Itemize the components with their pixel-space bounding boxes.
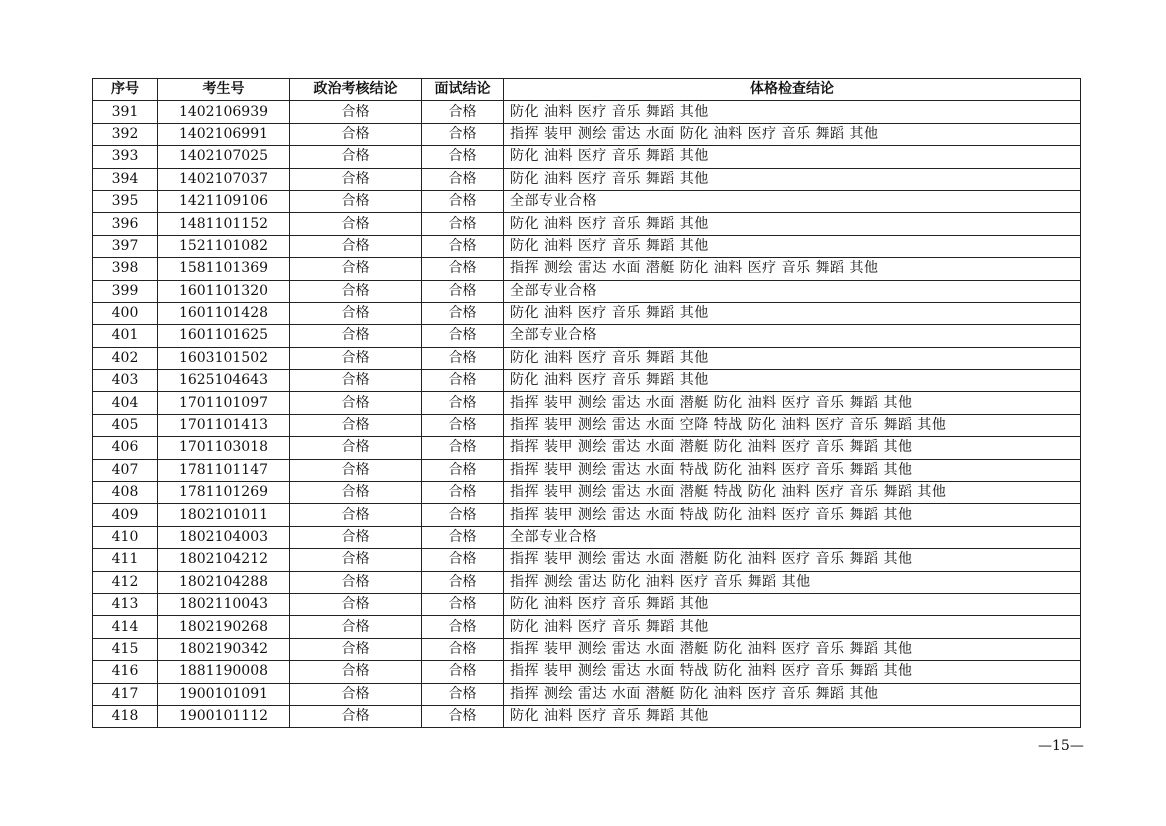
cell-serial-number: 403 [93, 370, 158, 392]
cell-candidate-id: 1601101625 [158, 325, 290, 347]
table-row [93, 190, 1081, 212]
cell-candidate-id: 1581101369 [158, 258, 290, 280]
cell-political-review: 合格 [290, 616, 422, 638]
cell-physical-exam: 指挥 装甲 测绘 雷达 水面 特战 防化 油料 医疗 音乐 舞蹈 其他 [504, 459, 1081, 481]
cell-interview-result: 合格 [422, 616, 504, 638]
cell-interview-result: 合格 [422, 280, 504, 302]
cell-physical-exam: 指挥 装甲 测绘 雷达 水面 特战 防化 油料 医疗 音乐 舞蹈 其他 [504, 504, 1081, 526]
table-row [93, 392, 1081, 414]
cell-serial-number: 392 [93, 123, 158, 145]
table-row [93, 123, 1081, 145]
cell-candidate-id: 1701101413 [158, 414, 290, 436]
header-candidate-id: 考生号 [158, 79, 290, 101]
table-row [93, 593, 1081, 615]
table-row [93, 459, 1081, 481]
cell-interview-result: 合格 [422, 168, 504, 190]
cell-candidate-id: 1781101147 [158, 459, 290, 481]
table-row [93, 235, 1081, 257]
cell-candidate-id: 1802190342 [158, 638, 290, 660]
table-row [93, 347, 1081, 369]
table-row [93, 437, 1081, 459]
cell-physical-exam: 指挥 装甲 测绘 雷达 水面 特战 防化 油料 医疗 音乐 舞蹈 其他 [504, 661, 1081, 683]
cell-interview-result: 合格 [422, 235, 504, 257]
cell-physical-exam: 指挥 测绘 雷达 水面 潜艇 防化 油料 医疗 音乐 舞蹈 其他 [504, 258, 1081, 280]
cell-candidate-id: 1802110043 [158, 593, 290, 615]
cell-candidate-id: 1402107025 [158, 146, 290, 168]
cell-physical-exam: 防化 油料 医疗 音乐 舞蹈 其他 [504, 146, 1081, 168]
cell-political-review: 合格 [290, 482, 422, 504]
cell-candidate-id: 1625104643 [158, 370, 290, 392]
cell-interview-result: 合格 [422, 414, 504, 436]
cell-serial-number: 417 [93, 683, 158, 705]
cell-interview-result: 合格 [422, 549, 504, 571]
cell-serial-number: 412 [93, 571, 158, 593]
cell-political-review: 合格 [290, 705, 422, 727]
cell-political-review: 合格 [290, 302, 422, 324]
cell-interview-result: 合格 [422, 593, 504, 615]
cell-candidate-id: 1601101320 [158, 280, 290, 302]
cell-interview-result: 合格 [422, 526, 504, 548]
results-sheet [92, 78, 1080, 728]
cell-serial-number: 402 [93, 347, 158, 369]
cell-physical-exam: 全部专业合格 [504, 325, 1081, 347]
cell-serial-number: 418 [93, 705, 158, 727]
cell-political-review: 合格 [290, 504, 422, 526]
cell-candidate-id: 1701103018 [158, 437, 290, 459]
cell-serial-number: 394 [93, 168, 158, 190]
header-serial-number: 序号 [93, 79, 158, 101]
cell-physical-exam: 指挥 测绘 雷达 水面 潜艇 防化 油料 医疗 音乐 舞蹈 其他 [504, 683, 1081, 705]
cell-political-review: 合格 [290, 325, 422, 347]
cell-interview-result: 合格 [422, 101, 504, 123]
cell-political-review: 合格 [290, 414, 422, 436]
cell-political-review: 合格 [290, 190, 422, 212]
header-physical-exam: 体格检查结论 [504, 79, 1081, 101]
header-interview-result: 面试结论 [422, 79, 504, 101]
cell-political-review: 合格 [290, 661, 422, 683]
cell-serial-number: 410 [93, 526, 158, 548]
cell-political-review: 合格 [290, 280, 422, 302]
cell-interview-result: 合格 [422, 638, 504, 660]
table-row [93, 370, 1081, 392]
cell-physical-exam: 防化 油料 医疗 音乐 舞蹈 其他 [504, 168, 1081, 190]
cell-serial-number: 405 [93, 414, 158, 436]
cell-political-review: 合格 [290, 370, 422, 392]
table-row [93, 414, 1081, 436]
cell-political-review: 合格 [290, 146, 422, 168]
cell-serial-number: 398 [93, 258, 158, 280]
cell-serial-number: 406 [93, 437, 158, 459]
cell-political-review: 合格 [290, 258, 422, 280]
cell-serial-number: 395 [93, 190, 158, 212]
cell-political-review: 合格 [290, 392, 422, 414]
cell-physical-exam: 全部专业合格 [504, 280, 1081, 302]
header-political-review: 政治考核结论 [290, 79, 422, 101]
cell-serial-number: 408 [93, 482, 158, 504]
cell-physical-exam: 指挥 装甲 测绘 雷达 水面 潜艇 防化 油料 医疗 音乐 舞蹈 其他 [504, 437, 1081, 459]
table-row [93, 504, 1081, 526]
table-row [93, 101, 1081, 123]
cell-physical-exam: 指挥 装甲 测绘 雷达 水面 防化 油料 医疗 音乐 舞蹈 其他 [504, 123, 1081, 145]
table-row [93, 616, 1081, 638]
cell-political-review: 合格 [290, 526, 422, 548]
cell-serial-number: 411 [93, 549, 158, 571]
cell-interview-result: 合格 [422, 482, 504, 504]
cell-interview-result: 合格 [422, 347, 504, 369]
cell-serial-number: 399 [93, 280, 158, 302]
cell-serial-number: 409 [93, 504, 158, 526]
cell-serial-number: 396 [93, 213, 158, 235]
cell-candidate-id: 1802190268 [158, 616, 290, 638]
cell-candidate-id: 1603101502 [158, 347, 290, 369]
cell-serial-number: 415 [93, 638, 158, 660]
cell-serial-number: 414 [93, 616, 158, 638]
cell-candidate-id: 1802101011 [158, 504, 290, 526]
cell-candidate-id: 1802104212 [158, 549, 290, 571]
cell-interview-result: 合格 [422, 459, 504, 481]
cell-serial-number: 407 [93, 459, 158, 481]
cell-interview-result: 合格 [422, 302, 504, 324]
cell-serial-number: 393 [93, 146, 158, 168]
cell-serial-number: 401 [93, 325, 158, 347]
cell-interview-result: 合格 [422, 661, 504, 683]
cell-interview-result: 合格 [422, 123, 504, 145]
table-row [93, 146, 1081, 168]
table-row [93, 549, 1081, 571]
cell-candidate-id: 1900101112 [158, 705, 290, 727]
cell-candidate-id: 1601101428 [158, 302, 290, 324]
cell-physical-exam: 指挥 装甲 测绘 雷达 水面 潜艇 防化 油料 医疗 音乐 舞蹈 其他 [504, 392, 1081, 414]
cell-serial-number: 416 [93, 661, 158, 683]
cell-political-review: 合格 [290, 101, 422, 123]
table-row [93, 280, 1081, 302]
table-row [93, 661, 1081, 683]
cell-physical-exam: 全部专业合格 [504, 526, 1081, 548]
cell-interview-result: 合格 [422, 571, 504, 593]
cell-political-review: 合格 [290, 571, 422, 593]
cell-interview-result: 合格 [422, 683, 504, 705]
cell-physical-exam: 全部专业合格 [504, 190, 1081, 212]
cell-political-review: 合格 [290, 593, 422, 615]
table-row [93, 526, 1081, 548]
cell-serial-number: 413 [93, 593, 158, 615]
cell-political-review: 合格 [290, 437, 422, 459]
cell-political-review: 合格 [290, 683, 422, 705]
cell-physical-exam: 防化 油料 医疗 音乐 舞蹈 其他 [504, 101, 1081, 123]
cell-candidate-id: 1781101269 [158, 482, 290, 504]
cell-serial-number: 397 [93, 235, 158, 257]
table-row [93, 705, 1081, 727]
cell-physical-exam: 防化 油料 医疗 音乐 舞蹈 其他 [504, 593, 1081, 615]
cell-political-review: 合格 [290, 168, 422, 190]
cell-physical-exam: 防化 油料 医疗 音乐 舞蹈 其他 [504, 616, 1081, 638]
cell-candidate-id: 1881190008 [158, 661, 290, 683]
results-table [92, 78, 1081, 728]
cell-political-review: 合格 [290, 549, 422, 571]
cell-interview-result: 合格 [422, 370, 504, 392]
cell-candidate-id: 1802104288 [158, 571, 290, 593]
table-row [93, 482, 1081, 504]
table-row [93, 325, 1081, 347]
table-row [93, 302, 1081, 324]
cell-interview-result: 合格 [422, 258, 504, 280]
cell-interview-result: 合格 [422, 705, 504, 727]
cell-candidate-id: 1521101082 [158, 235, 290, 257]
cell-candidate-id: 1481101152 [158, 213, 290, 235]
cell-candidate-id: 1402107037 [158, 168, 290, 190]
cell-candidate-id: 1402106991 [158, 123, 290, 145]
cell-political-review: 合格 [290, 123, 422, 145]
cell-interview-result: 合格 [422, 190, 504, 212]
cell-interview-result: 合格 [422, 437, 504, 459]
cell-physical-exam: 指挥 装甲 测绘 雷达 水面 潜艇 防化 油料 医疗 音乐 舞蹈 其他 [504, 638, 1081, 660]
cell-interview-result: 合格 [422, 325, 504, 347]
table-row [93, 213, 1081, 235]
cell-political-review: 合格 [290, 459, 422, 481]
cell-serial-number: 391 [93, 101, 158, 123]
cell-serial-number: 400 [93, 302, 158, 324]
cell-physical-exam: 防化 油料 医疗 音乐 舞蹈 其他 [504, 302, 1081, 324]
cell-interview-result: 合格 [422, 213, 504, 235]
cell-political-review: 合格 [290, 347, 422, 369]
cell-political-review: 合格 [290, 235, 422, 257]
table-row [93, 683, 1081, 705]
table-header-row [93, 79, 1081, 101]
cell-physical-exam: 防化 油料 医疗 音乐 舞蹈 其他 [504, 347, 1081, 369]
table-row [93, 638, 1081, 660]
cell-physical-exam: 指挥 装甲 测绘 雷达 水面 空降 特战 防化 油料 医疗 音乐 舞蹈 其他 [504, 414, 1081, 436]
cell-physical-exam: 指挥 装甲 测绘 雷达 水面 潜艇 防化 油料 医疗 音乐 舞蹈 其他 [504, 549, 1081, 571]
cell-physical-exam: 防化 油料 医疗 音乐 舞蹈 其他 [504, 370, 1081, 392]
cell-physical-exam: 防化 油料 医疗 音乐 舞蹈 其他 [504, 235, 1081, 257]
cell-candidate-id: 1900101091 [158, 683, 290, 705]
cell-physical-exam: 指挥 测绘 雷达 防化 油料 医疗 音乐 舞蹈 其他 [504, 571, 1081, 593]
cell-candidate-id: 1421109106 [158, 190, 290, 212]
table-row [93, 258, 1081, 280]
cell-physical-exam: 防化 油料 医疗 音乐 舞蹈 其他 [504, 213, 1081, 235]
cell-candidate-id: 1402106939 [158, 101, 290, 123]
cell-interview-result: 合格 [422, 392, 504, 414]
cell-serial-number: 404 [93, 392, 158, 414]
cell-political-review: 合格 [290, 213, 422, 235]
cell-candidate-id: 1701101097 [158, 392, 290, 414]
cell-physical-exam: 防化 油料 医疗 音乐 舞蹈 其他 [504, 705, 1081, 727]
page-number: —15— [1038, 738, 1084, 754]
table-row [93, 571, 1081, 593]
cell-interview-result: 合格 [422, 146, 504, 168]
cell-interview-result: 合格 [422, 504, 504, 526]
table-row [93, 168, 1081, 190]
cell-political-review: 合格 [290, 638, 422, 660]
cell-candidate-id: 1802104003 [158, 526, 290, 548]
cell-physical-exam: 指挥 装甲 测绘 雷达 水面 潜艇 特战 防化 油料 医疗 音乐 舞蹈 其他 [504, 482, 1081, 504]
